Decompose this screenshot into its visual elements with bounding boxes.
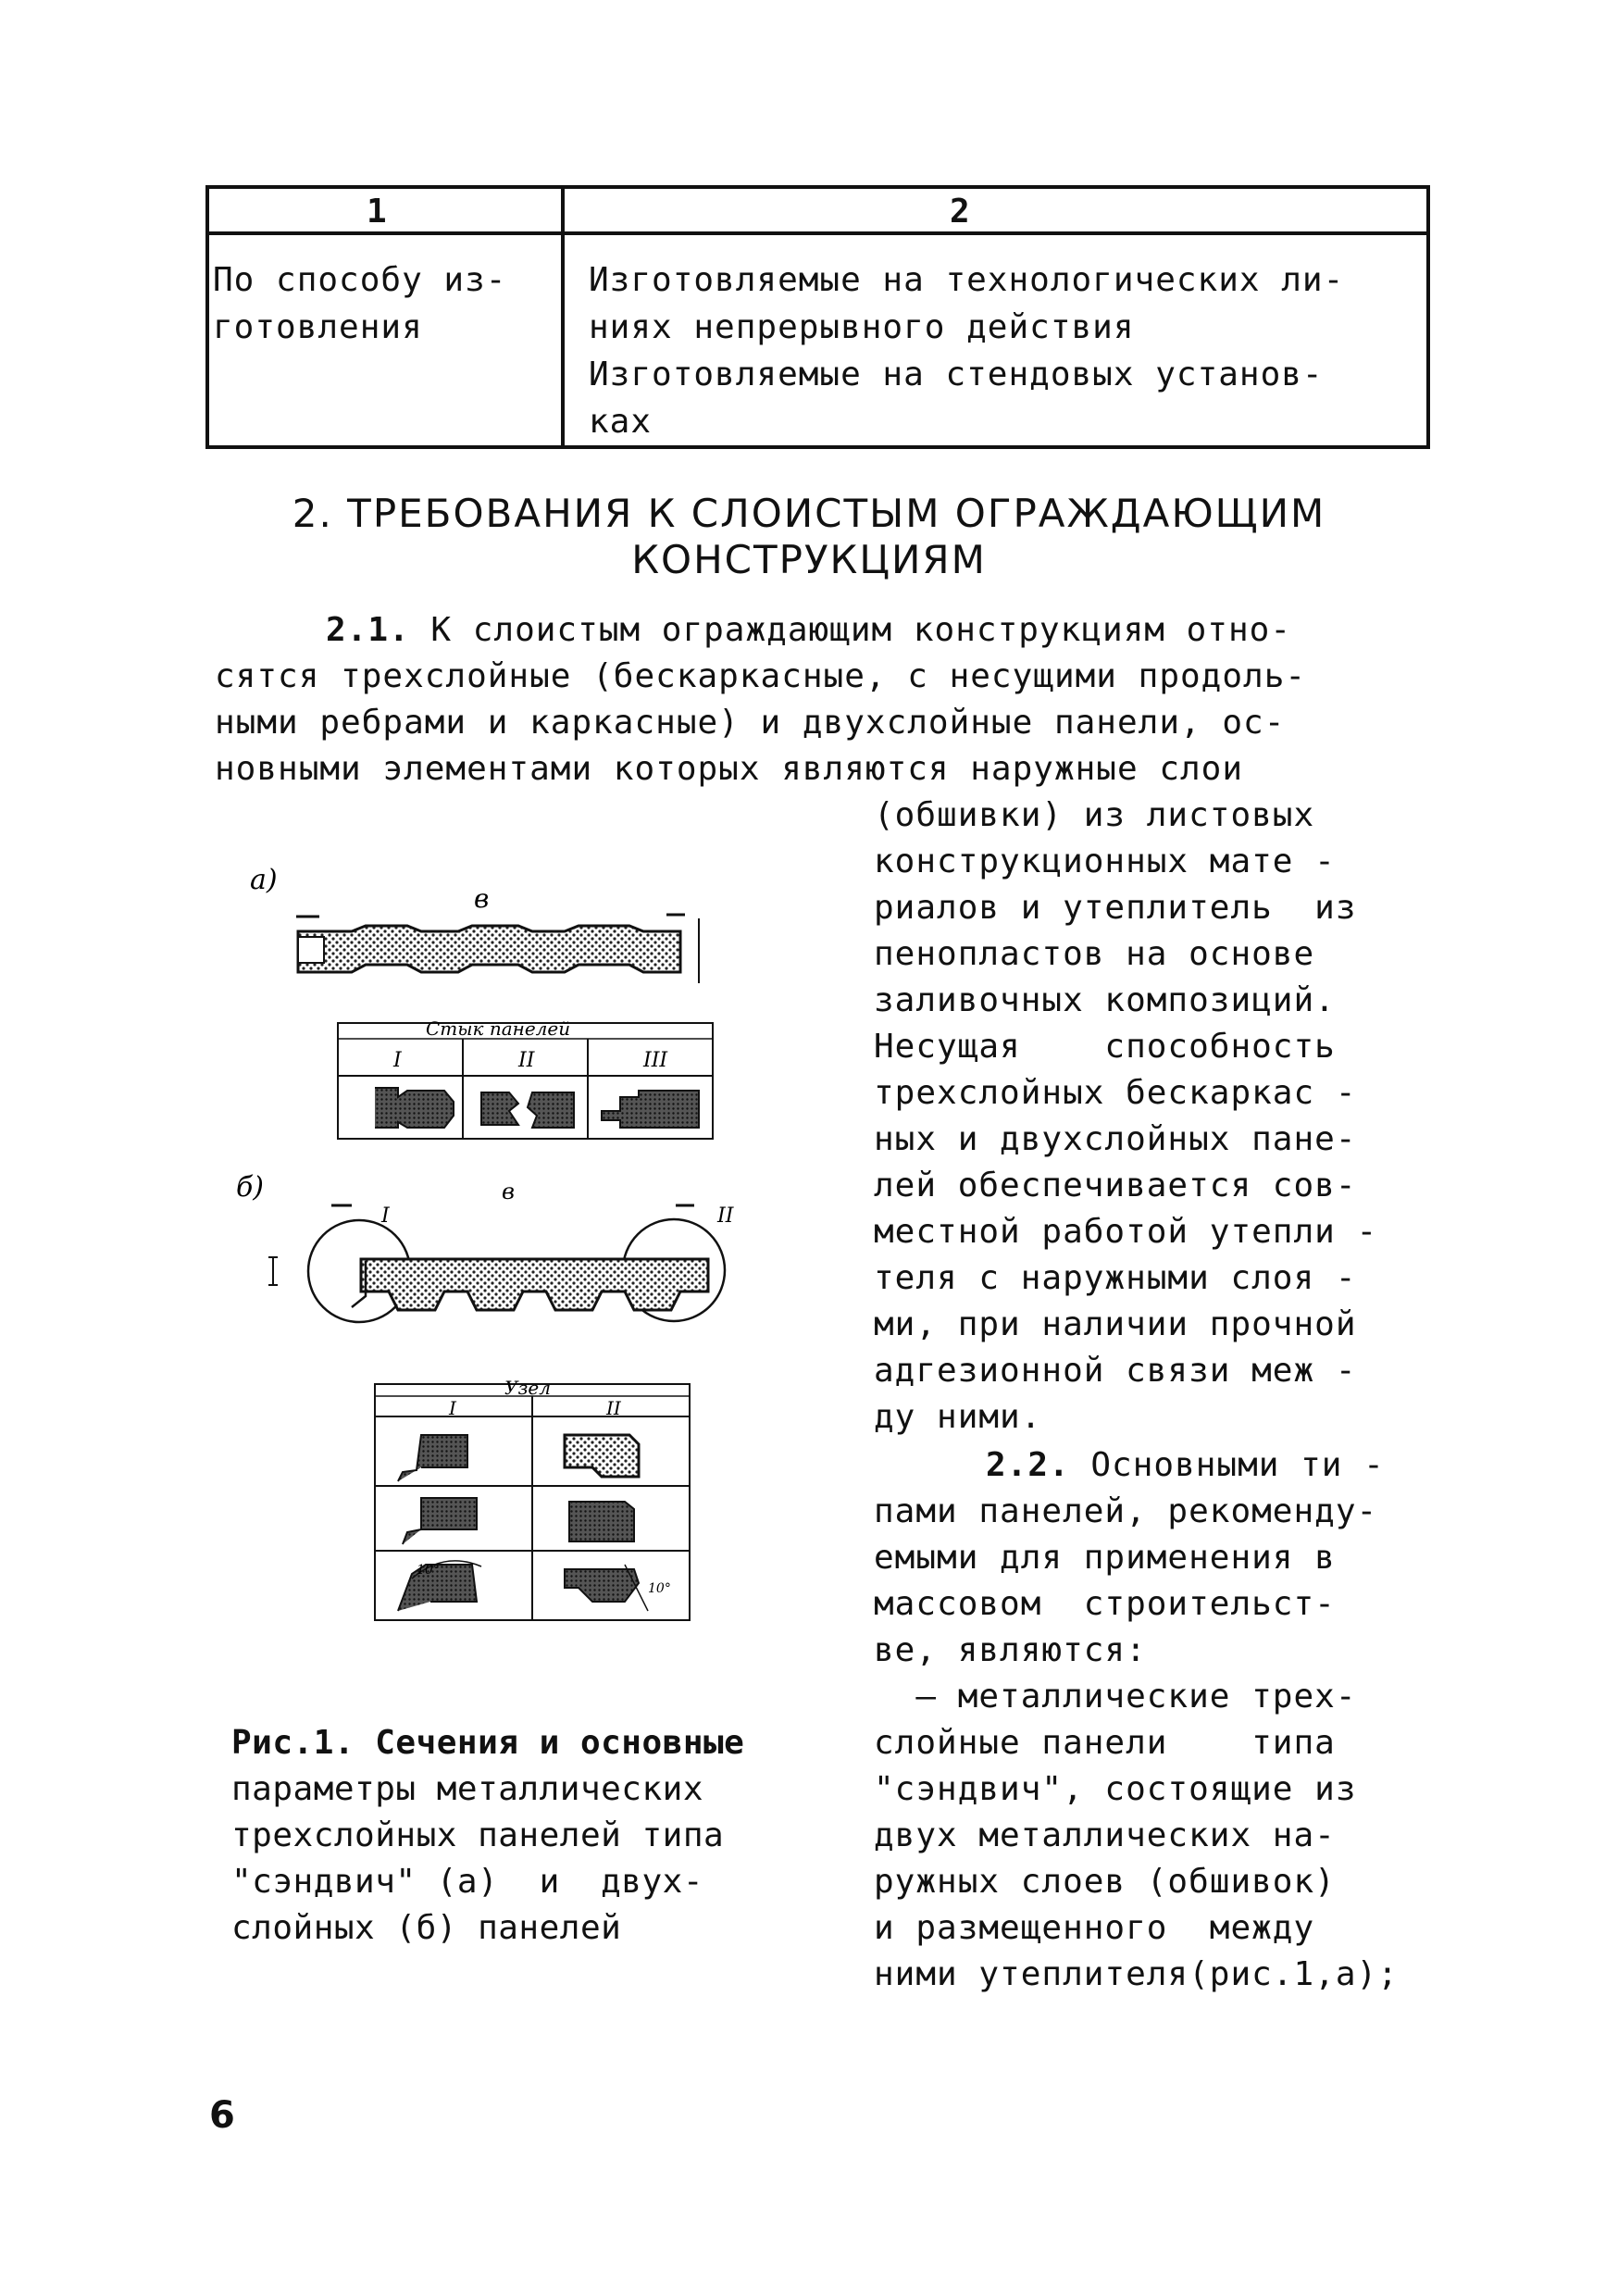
table-column-divider <box>561 189 565 445</box>
para-2-2-line: слойные панели типа <box>874 1724 1336 1762</box>
para-2-1-right-line: ми, при наличии прочной <box>874 1305 1357 1343</box>
table-cell-method-line2: готовления <box>213 308 423 346</box>
table-cell-type-line2: ниях непрерывного действия <box>589 308 1135 346</box>
classification-table <box>205 185 1430 449</box>
para-2-1-right-line: пенопластов на основе <box>874 935 1315 973</box>
para-2-1-right-line: адгезионной связи меж - <box>874 1352 1357 1390</box>
sandwich-panel-section <box>298 926 680 972</box>
figure-width-label-a: в <box>474 883 490 914</box>
two-layer-panel-section <box>361 1259 708 1310</box>
node-marker-2: II <box>717 1204 734 1228</box>
node-col-1: I <box>449 1397 456 1419</box>
figure-caption-line3: трехслойных панелей типа <box>231 1816 725 1854</box>
para-2-2-line: массовом строительст- <box>874 1585 1336 1623</box>
table-cell-method-line1: По способу из- <box>213 261 507 299</box>
node-shape-3-2 <box>565 1569 639 1602</box>
para-2-1-right-line: риалов и утеплитель из <box>874 889 1357 927</box>
node-angle-1: 10° <box>417 1563 440 1578</box>
para-2-2-line: — металлические трех- <box>874 1678 1357 1716</box>
node-title: Узел <box>504 1377 551 1399</box>
figure-label-b: б) <box>236 1171 265 1204</box>
para-2-2-line: и размещенного между <box>874 1909 1315 1947</box>
para-2-2-line: "сэндвич", состоящие из <box>874 1770 1357 1808</box>
para-2-2-line1-text: Основными ти - <box>1069 1446 1385 1484</box>
para-2-1-right-line: ных и двухслойных пане- <box>874 1120 1357 1158</box>
node-col-2: II <box>606 1397 621 1419</box>
para-2-1-right-line: трехслойных бескаркас - <box>874 1074 1357 1112</box>
para-2-1-right-line: теля с наружными слоя - <box>874 1259 1357 1297</box>
para-2-1-right-line: местной работой утепли - <box>874 1213 1378 1251</box>
page-number: 6 <box>209 2094 235 2137</box>
para-2-1-right-line: лей обеспечивается сов- <box>874 1167 1357 1204</box>
figure-label-a: а) <box>250 864 278 896</box>
joint-type-2-right <box>528 1092 574 1128</box>
joint-col-2: II <box>518 1049 535 1072</box>
para-2-2-line: ружных слоев (обшивок) <box>874 1863 1336 1901</box>
para-2-1-right-line: Несущая способность <box>874 1028 1336 1066</box>
para-2-1-right-line: ду ними. <box>874 1398 1042 1436</box>
table-header-col1: 1 <box>367 193 387 231</box>
node-marker-1: I <box>381 1204 390 1228</box>
table-cell-type-line3: Изготовляемые на стендовых установ- <box>589 356 1324 393</box>
figure-width-label-b: в <box>502 1179 515 1204</box>
joint-type-2-left <box>481 1092 518 1125</box>
para-2-1-line1-text: К слоистым ограждающим конструкциям отно- <box>409 611 1292 649</box>
joint-type-3 <box>602 1091 699 1128</box>
node-shape-1-2 <box>565 1435 639 1477</box>
para-2-1-line2: сятся трехслойные (бескаркасные, с несущими продоль- <box>215 657 1307 695</box>
para-2-1-number: 2.1. <box>326 611 410 649</box>
para-2-1-line3: ными ребрами и каркасные) и двухслойные панели, ос- <box>215 704 1286 742</box>
para-2-2-line1 <box>986 1446 1385 1484</box>
figure-caption-title: Рис.1. Сечения и основные <box>231 1724 745 1762</box>
node-angle-2: 10° <box>648 1581 671 1596</box>
para-2-1-right-line: конструкционных мате - <box>874 842 1336 880</box>
node-shape-1-1 <box>398 1435 467 1481</box>
joint-col-3: III <box>643 1049 668 1072</box>
figure-caption-line1 <box>231 1724 744 1762</box>
section-title-line2: КОНСТРУКЦИЯМ <box>631 537 987 582</box>
joint-col-1: I <box>393 1049 402 1072</box>
node-shape-2-2 <box>569 1502 634 1541</box>
section-title-line1: 2. ТРЕБОВАНИЯ К СЛОИСТЫМ ОГРАЖДАЮЩИМ <box>292 491 1326 536</box>
para-2-2-line: двух металлических на- <box>874 1816 1336 1854</box>
para-2-1-line1 <box>326 611 1291 649</box>
node-shape-2-1 <box>403 1498 477 1544</box>
figure-caption-line2: параметры металлических <box>231 1770 703 1808</box>
joint-title: Стык панелей <box>426 1017 571 1040</box>
para-2-2-line: емыми для применения в <box>874 1539 1336 1577</box>
para-2-2-line: пами панелей, рекоменду- <box>874 1492 1378 1530</box>
figure-caption-line4: "сэндвич" (а) и двух- <box>231 1863 703 1901</box>
para-2-2-line: ними утеплителя(рис.1,а); <box>874 1955 1399 1993</box>
table-cell-type-line1: Изготовляемые на технологических ли- <box>589 261 1345 299</box>
para-2-2-number: 2.2. <box>986 1446 1070 1484</box>
para-2-1-line4: новными элементами которых являются наружные слои <box>215 750 1244 788</box>
figure-caption-line5: слойных (б) панелей <box>231 1909 622 1947</box>
table-header-divider <box>209 231 1426 235</box>
joint-type-1 <box>375 1088 454 1128</box>
table-cell-type-line4: ках <box>589 403 653 441</box>
table-header-col2: 2 <box>950 193 970 231</box>
figure-panel-sections <box>213 833 734 1685</box>
para-2-1-right-line: заливочных композиций. <box>874 981 1336 1019</box>
para-2-1-right-line: (обшивки) из листовых <box>874 796 1315 834</box>
para-2-2-line: ве, являются: <box>874 1631 1147 1669</box>
